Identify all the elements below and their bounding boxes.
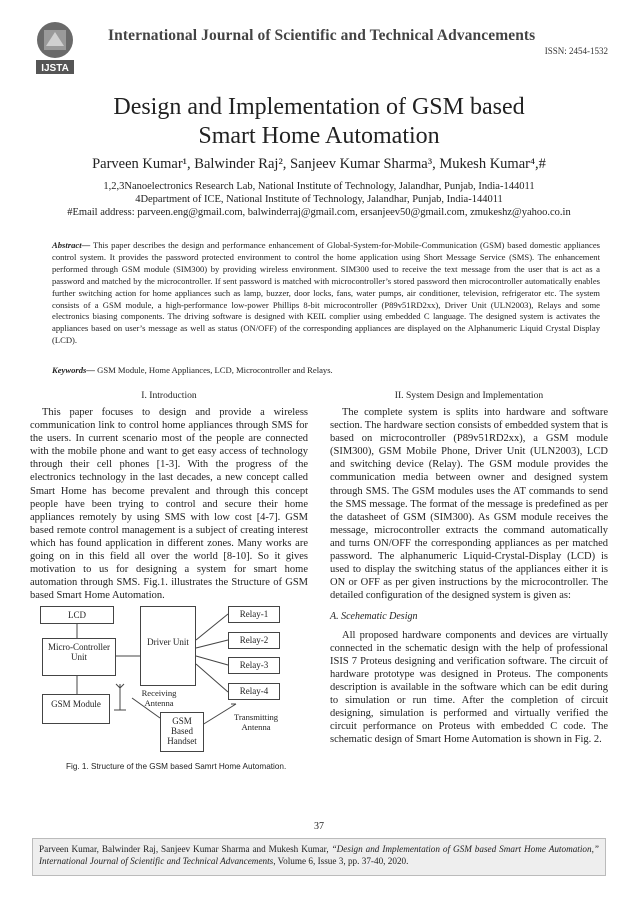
affiliation-1: 1,2,3Nanoelectronics Research Lab, National Institute of Technology, Jalandhar, Punjab, India-144011 [103,181,535,192]
citation-authors: Parveen Kumar, Balwinder Raj, Sanjeev Kumar Sharma and Mukesh Kumar, [39,844,332,854]
citation-footer [32,838,606,876]
figure-1-diagram [36,600,308,760]
relay-2-block: Relay-2 [228,632,280,649]
abstract-text: This paper describes the design and performance enhancement of Global-System-for-Mobile-Communication (GSM) based domestic appliances control system. It provides the password protected environment to control the home application using Short Message Service (SMS). The enhancement performed through GSM module (SIM300) by providing wireless environment. SIM300 used to receive the text message from the user that is act as a password and matched by the microcontroller. If sent password is matched with microcontroller’s stored password then microcontroller automatically enables further switching action for home appliances such as lamp, buzzer, door locks, fans, water pumps, air conditioner, television, refrigerator etc. The system consists of a GSM module, a high-performance low-power Phillips 8-bit microcontroller (P89v51RD2xx), Driver Unit (ULN2003), Relays and some electronics biasing components. The driving software is designed with KEIL complier using embedded C language. The designed system is activates the appliances based on user’s message as well as status (ON/OFF) of the corresponding appliances are displayed on the Alphanumeric Liquid Crystal Display (LCD). [52,240,600,346]
abstract-label: Abstract— [52,240,91,250]
authors: Parveen Kumar¹, Balwinder Raj², Sanjeev Kumar Sharma³, Mukesh Kumar⁴,# [92,156,546,172]
keywords-label: Keywords— [52,365,95,375]
figure-1-caption: Fig. 1. Structure of the GSM based Samrt Home Automation. [66,762,287,771]
page-number: 37 [314,821,324,832]
relay-3-block: Relay-3 [228,657,280,674]
microcontroller-block: Micro-Controller Unit [42,638,116,676]
system-design-paragraph: The complete system is splits into hardware and software section. The hardware section consists of embedded system that is based on microcontroller (P89v51RD2xx), a GSM module (SIM300), GSM Mobile Phone, Driver Unit (ULN2003), LCD and switching device (Relay). The GSM module provides the communication media between owner and designed system through SMS. The GSM modules uses the AT commands to send the SMS message. The format of the message is predefined as per the datasheet of GSM (SIM300). As GSM module receives the message, microcontroller extracts the command automatically and turns ON/OFF the corresponding appliances as per matched password. The alphanumeric Liquid-Crystal-Display (LCD) is used to display the switching status of the appliances either it is ON or OFF as per given instructions by the microcontroller. The detailed configuration of the designed system is given as: [330,407,608,602]
intro-paragraph: This paper focuses to design and provide a wireless communication link to control home appliances through SMS for the users. In current scenario most of the people are connected with the mobile phone and want to get easy access of technology through their cell phones [1-3]. With the progress of the electronics technology in the last decades, a new concept called Smart Home has become prevalent and through this concept people have been trying to control and secure their home appliances remotely by using SMS with low cost [4-7]. GSM based remote control management is a subject of creating interest which has found application in different zones. Many works are going on in this field all over the world [8-10]. So it gives motivation to us for designing a system for smart home automation through SMS. Fig.1. illustrates the Structure of GSM based Smart Home Automation. [30,407,308,602]
right-column [330,406,608,746]
journal-name: International Journal of Scientific and Technical Advancements [108,27,536,44]
title-line-2: Smart Home Automation [198,123,440,149]
citation-title: “Design and Implementation of GSM based Smart Home Automation,” [331,844,599,854]
transmitting-antenna-label: Transmitting Antenna [233,712,279,732]
subsection-heading-schematic: A. Scehematic Design [330,611,418,623]
receiving-antenna-label: Receiving Antenna [141,688,177,708]
relay-1-block: Relay-1 [228,606,280,623]
email-line: #Email address: parveen.eng@gmail.com, balwinderraj@gmail.com, ersanjeev50@gmail.com, zmukeshz@yahoo.co.in [67,207,571,218]
section-heading-introduction: I. Introduction [141,390,197,401]
lcd-block: LCD [40,606,114,624]
gsm-module-block: GSM Module [42,694,110,724]
title-line-1: Design and Implementation of GSM based [113,94,525,120]
left-column [30,406,308,602]
journal-logo [24,16,86,78]
gsm-handset-block: GSM Based Handset [160,712,204,752]
citation-details: , Volume 6, Issue 3, pp. 37-40, 2020. [273,856,409,866]
keywords-text: GSM Module, Home Appliances, LCD, Microcontroller and Relays. [94,365,333,375]
logo-text: IJSTA [41,63,69,74]
driver-unit-block: Driver Unit [140,606,196,686]
section-heading-system-design: II. System Design and Implementation [394,390,544,401]
affiliation-2: 4Department of ICE, National Institute of Technology, Jalandhar, Punjab, India-144011 [135,194,503,205]
paper-title [0,93,638,151]
schematic-paragraph: All proposed hardware components and devices are virtually connected in the schematic design with the help of professional ISIS 7 Proteus designing and verification software. The circuit of hardware prototype was designed in Proteus. The components description is available in the software which can be edit during to simulation or run time. After the completion of circuit designing, simulation is performed and virtually verified the circuit performance on Proteus with embedded C code. The schematic design of Smart Home Automation is shown in Fig. 2. [330,629,608,746]
keywords [52,365,600,375]
issn: ISSN: 2454-1532 [544,46,608,56]
abstract [52,240,600,347]
relay-4-block: Relay-4 [228,683,280,700]
citation-journal: International Journal of Scientific and Technical Advancements [39,856,274,866]
